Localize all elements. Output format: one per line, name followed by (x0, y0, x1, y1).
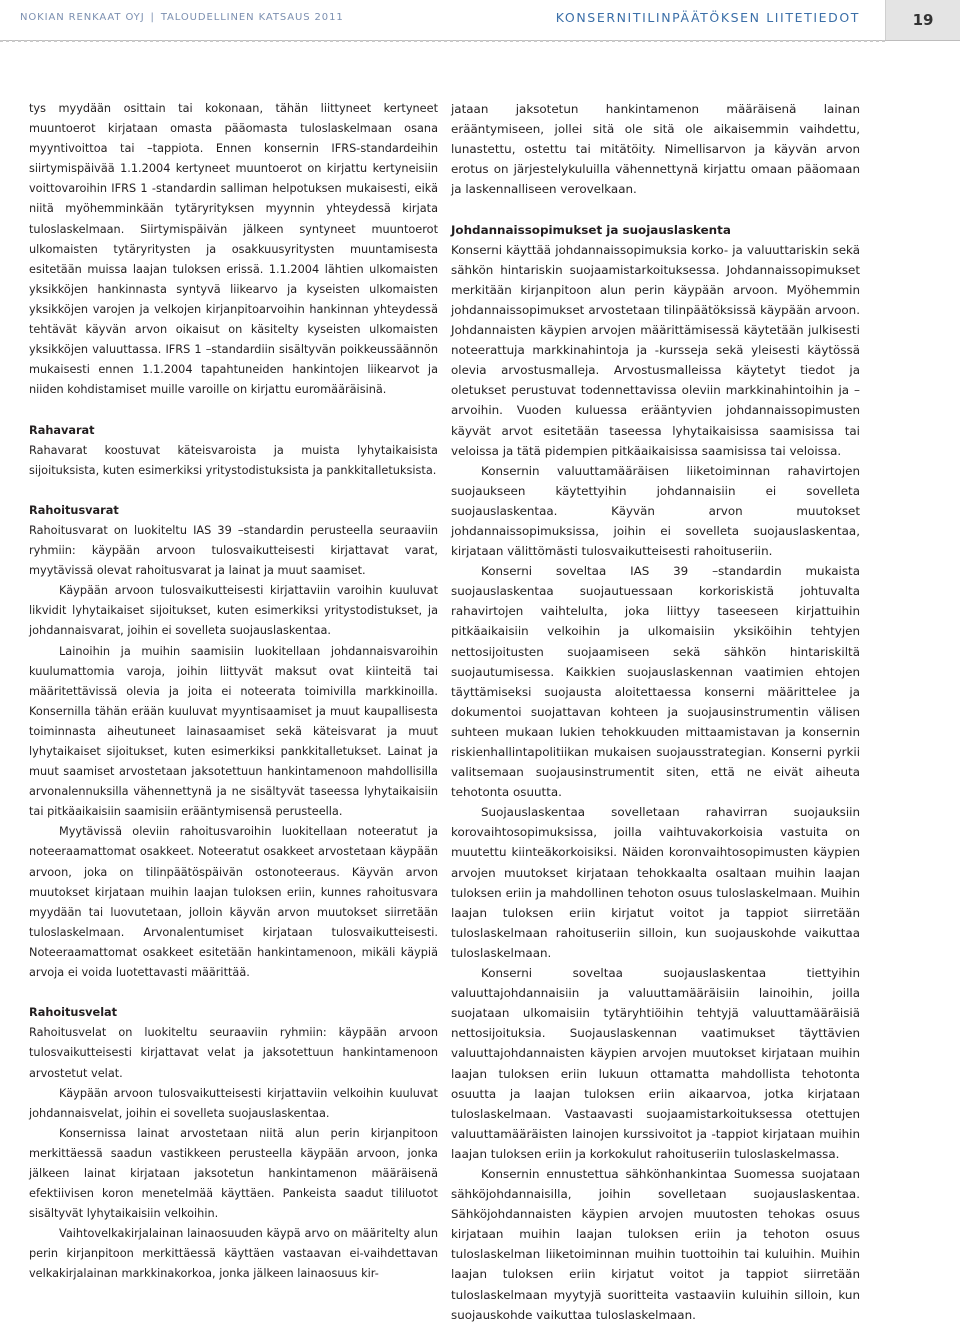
paragraph: Käypään arvoon tulosvaikutteisesti kirjattaviin velkoihin kuuluvat johdannaisvelat, joihin ei sovelleta suojauslaskentaa. (29, 1086, 438, 1120)
paragraph: Rahoitusvelat on luokiteltu seuraaviin ryhmiin: käypään arvoon tulosvaikutteisesti kirjattavat velat ja jaksotettuun hankintamenoon arvostetut velat. (29, 1026, 438, 1080)
header-publication (20, 12, 344, 23)
header-divider (0, 40, 886, 42)
page-number: 19 (912, 11, 934, 29)
paragraph: Konsernin valuuttamääräisen liiketoiminnan rahavirtojen suojaukseen käytettyihin johdannaisiin ei sovelleta suojauslaskentaa. Käyvän arvon muutokset johdannaissopimuksissa, joihin ei sovelleta suojauslaskentaa, kirjataan välittömästi tulosvaikutteisesti rahoituseriin. (451, 463, 860, 559)
heading-rahoitusvarat: Rahoitusvarat (29, 503, 119, 517)
page-header (0, 0, 960, 41)
paragraph: Suojauslaskentaa sovelletaan rahavirran suojauksiin korovaihtosopimuksissa, joilla vaihtuvakorkoisia vastuita on muutettu kiinteäkorkoisiksi. Näiden koronvaihtosopimusten käypien arvojen muutokset kirjataan tehokkaalta osaltaan muihin laajan tuloksen eriin ja mahdollinen tehoton osuus tuloslaskelmaan. Muihin laajan tuloksen eriin kirjatut voitot ja tappiot siirretään tuloslaskelmaan rahoituseriin silloin, kun suojauskohde vaikuttaa tuloslaskelmaan. (451, 805, 860, 960)
heading-rahoitusvelat: Rahoitusvelat (29, 1006, 118, 1020)
paragraph: Lainoihin ja muihin saamisiin luokitellaan johdannaisvaroihin kuulumattomia varoja, joihin liittyvät maksut ovat kiinteitä tai määritettävissä olevia ja joita ei noteerata toimivilla markkinoilla. Konsernilla tähän erään kuuluvat myyntisaamiset ja muut kaupallisesta toiminnasta aiheutuneet lainasaamiset sekä käteisvarat ja muut lyhytaikaiset sijoitukset, kuten esimerkiksi pankkitalletukset. Lainat ja muut saamiset arvostetaan jaksotettuun hankintamenoon mahdollisilla arvonalennuksilla vähennettynä ja ne sisältyvät taseessa lyhytaikaisiin tai pitkäaikaisiin saamisiin erääntymisensä perusteella. (29, 644, 438, 819)
paragraph: Myytävissä oleviin rahoitusvaroihin luokitellaan noteeratut ja noteeraamattomat osakkeet. Noteeratut osakkeet arvostetaan käypään arvoon, joka on tilinpäätöspäivän ostonoteeraus. Käyvän arvon muutokset kirjataan muihin laajan tuloksen eriin, kunnes rahoitusvara myydään tai luovutetaan, jolloin käyvän arvon muutokset siirretään tuloslaskelmaan. Arvonalentumiset kirjataan tulosvaikutteisesti. Noteeraamattomat osakkeet esitetään hankintamenoon, mikäli käypiä arvoja ei voida luotettavasti määrittää. (29, 825, 438, 980)
paragraph: Rahoitusvarat on luokiteltu IAS 39 –standardin perusteella seuraaviin ryhmiin: käypään arvoon tulosvaikutteisesti kirjattavat varat, myytävissä olevat rahoitusvarat ja lainat ja muut saamiset. (29, 523, 438, 578)
paragraph: Konserni soveltaa suojauslaskentaa tiettyihin valuuttajohdannaisiin ja valuuttamääräisiin lainoihin, joilla suojataan ulkomaisiin tytäryhtiöihin tehtyjä valuuttamääräisiä nettosijoituksia. Suojauslaskennan vaatimukset täyttävien valuuttajohdannaisten käypien arvojen muutokset kirjataan muihin laajan tuloksen eriin lukuun ottamatta mahdollista tehotonta osuutta ja laajan tuloksen eriin aikaarvoa, jotka kirjataan tuloslaskelmaan. Vastaavasti suojaamistarkoituksessa otettujen valuuttamääräisten lainojen kurssivoitot ja -tappiot kirjataan muihin laajan tuloksen eriin ja korkokulut rahoituseriin tuloslaskelmassa. (451, 966, 860, 1161)
heading-rahavarat: Rahavarat (29, 423, 95, 437)
paragraph: Konsernin ennustettua sähkönhankintaa Suomessa suojataan sähköjohdannaisilla, joihin sovelletaan suojauslaskentaa. Sähköjohdannaisten käypien arvojen muutosten tehokas osuus kirjataan muihin laajan tuloksen eriin ja tehoton osuus tuloslaskelman liiketoiminnan muihin tuottoihin tai kuluihin. Muihin laajan tuloksen eriin kirjatut voitot ja tappiot siirretään tuloslaskelmaan myytyjä suoritteita vastaaviin kuluihin silloin, kun suojauskohde vaikuttaa tuloslaskelmaan. (451, 1166, 860, 1322)
paragraph: Konserni käyttää johdannaissopimuksia korko- ja valuuttariskin sekä sähkön hintariskin suojaamistarkoituksessa. Johdannaissopimukset merkitään kirjanpitoon alun perin käypään arvoon. Myöhemmin johdannaissopimukset arvostetaan tilinpäätöksissä käypään arvoon. Johdannaisten käypien arvojen määrittämisessä käytetään julkisesti noteerattuja markkinahintoja ja -kursseja sekä yleisesti käytössä olevia arvostusmalleja. Arvostusmalleissa käytetyt tiedot ja oletukset perustuvat todennettavissa oleviin markkinahintoihin ja –arvoihin. Vuoden kuluessa erääntyvien johdannaissopimusten käyvät arvot esitetään taseessa lyhytaikaisissa saamisissa tai veloissa ja tätä pidempien pitkäaikaisissa saamisissa tai veloissa. (451, 242, 860, 458)
paragraph: Vaihtovelkakirjalainan lainaosuuden käypä arvo on määritelty alun perin kirjanpitoon merkittäessä käyttäen vastaavan ei-vaihdettavan velkakirjalainan markkinakorkoa, jonka jälkeen lainaosuus kir- (29, 1227, 438, 1281)
paragraph: Käypään arvoon tulosvaikutteisesti kirjattaviin varoihin kuuluvat likvidit lyhytaikaiset sijoitukset, kuten esimerkiksi yritystodistukset, ja johdannaisvarat, joihin ei sovelleta suojauslaskentaa. (29, 584, 438, 638)
paragraph: Konserni soveltaa IAS 39 –standardin mukaista suojauslaskentaa suojautuessaan korkoriskistä johtuvalta rahavirtojen vaihtelulta, joka liittyy taseeseen kirjattuihin pitkäaikaisiin velkoihin ja ulkomaisiin yksiköihin tehtyjen nettosijoitusten suojaamiseen sekä sähkön hintariskiltä suojautumisessa. Kaikkien suojauslaskennan vaatimien ehtojen täyttämiseksi suojausta aloitettaessa konserni määrittelee ja dokumentoi suojattavan kohteen ja suojausinstrumentin välisen suhteen mukaan lukien tehokkuuden mittaamistavan ja konsernin riskienhallintapolitiikan mukaisen suojausstrategian. Konserni pyrkii valitsemaan suojausinstrumentit siten, että ne eivät aiheuta tehotonta osuutta. (451, 564, 860, 800)
left-column (29, 99, 438, 1285)
header-separator: | (150, 12, 155, 23)
company-name: NOKIAN RENKAAT OYJ (20, 12, 145, 23)
report-name: TALOUDELLINEN KATSAUS 2011 (160, 12, 344, 23)
heading-johdannaissopimukset: Johdannaissopimukset ja suojauslaskenta (451, 222, 731, 237)
page-number-tab (885, 0, 960, 40)
paragraph: jataan jaksotetun hankintamenon määräisenä lainan erääntymiseen, jollei sitä ole sitä ole aikaisemmin vaihdettu, lunastettu, ostettu tai mitätöity. Nimellisarvon ja käyvän arvon erotus on järjestelykuluilla vähennettynä kirjattu omaan pääomaan ja laskennalliseen verovelkaan. (451, 102, 860, 197)
paragraph: Konsernissa lainat arvostetaan niitä alun perin kirjanpitoon merkittäessä saadun vastikkeen perusteella käypään arvoon, jonka jälkeen lainat kirjataan jaksotetun hankintamenon määräisenä efektiivisen koron menetelmää käyttäen. Pankeista saadut tililuotot sisältyvät lyhytaikaisiin velkoihin. (29, 1126, 438, 1221)
paragraph: Rahavarat koostuvat käteisvaroista ja muista lyhytaikaisista sijoituksista, kuten esimerkiksi yritystodistuksista ja pankkitalletuksista. (29, 443, 438, 477)
section-title: KONSERNITILINPÄÄTÖKSEN LIITETIEDOT (555, 10, 860, 25)
right-column (451, 99, 860, 1325)
paragraph: tys myydään osittain tai kokonaan, tähän liittyneet kertyneet muuntoerot kirjataan omasta pääomasta tuloslaskelmaan osana myyntivoittoa tai –tappiota. Ennen konsernin IFRS-standardeihin siirtymispäivää 1.1.2004 kertyneet muuntoerot on kirjattu kertyneisiin voittovaroihin IFRS 1 -standardin salliman helpotuksen mukaisesti, eikä niitä myöhemminkään tytäryrityksen myynnin yhteydessä kirjata tuloslaskelmaan. Siirtymispäivän jälkeen syntyneet muuntoerot ulkomaisten tytäryritysten ja osakkuusyritysten muuntamisesta esitetään muissa laajan tuloksen erissä. 1.1.2004 lähtien ulkomaisten yksikköjen hankinnasta syntyvä liikearvo ja kyseisten ulkomaisten yksikköjen varojen ja velkojen kirjanpitoarvoihin hankinnan yhteydessä tehtävät käyvän arvon oikaisut on käsitelty kyseisten ulkomaisten yksikköjen valuuttassa. IFRS 1 –standardiin sisältyvän poikkeussäännön mukaisesti ennen 1.1.2004 tapahtuneiden hankintojen liikearvot ja niiden kohdistamiset muille varoille on kirjattu euromääräisinä. (29, 102, 438, 397)
